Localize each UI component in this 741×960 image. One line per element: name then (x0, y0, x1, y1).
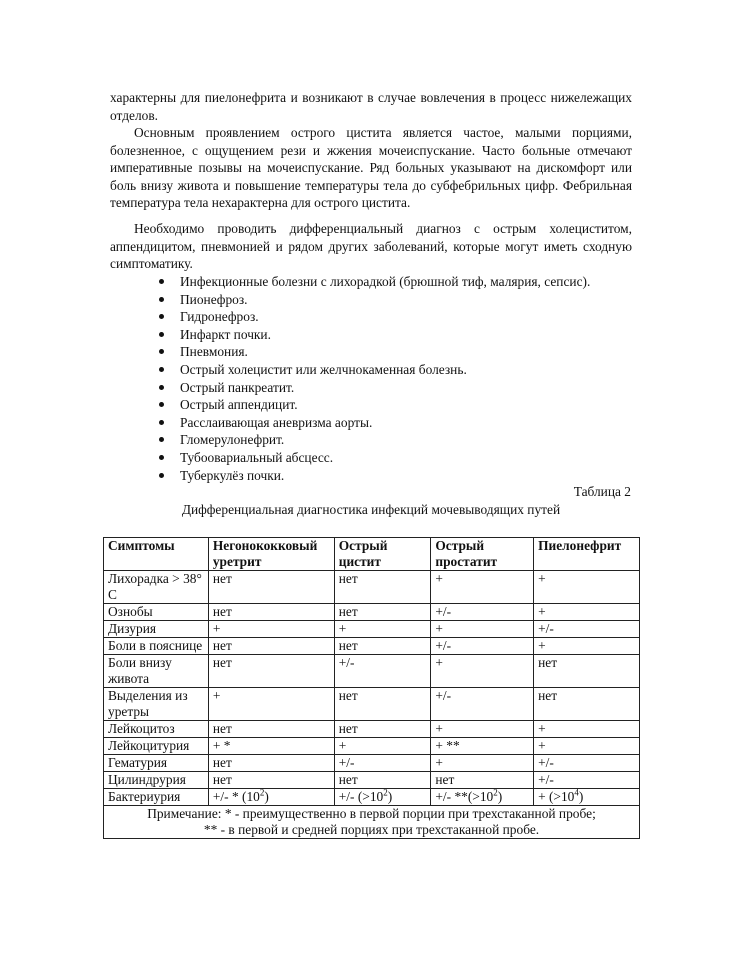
list-item: Острый аппендицит. (158, 396, 590, 414)
table-cell: +/- (431, 638, 534, 655)
list-item: Гломерулонефрит. (158, 431, 590, 449)
table-cell: + (534, 738, 640, 755)
table-cell: + (334, 738, 431, 755)
table-cell: нет (334, 604, 431, 621)
table-cell: + (334, 621, 431, 638)
table-cell: нет (208, 772, 334, 789)
table-cell: + * (208, 738, 334, 755)
bullet-icon (159, 332, 164, 337)
bullet-icon (159, 437, 164, 442)
symptom-cell: Дизурия (104, 621, 209, 638)
list-item: Расслаивающая аневризма аорты. (158, 414, 590, 432)
bullet-icon (159, 473, 164, 478)
table-row (104, 571, 640, 604)
paragraph-text: Необходимо проводить дифференциальный диагноз с острым холециститом, аппендицитом, пневмонией и рядом других заболеваний, которые могут иметь сходную симптоматику. (110, 221, 632, 272)
table-row (104, 772, 640, 789)
bullet-icon (159, 314, 164, 319)
table-row (104, 738, 640, 755)
table-cell: + (534, 571, 640, 604)
table-cell: +/- (334, 755, 431, 772)
table-header-row (104, 538, 640, 571)
bullet-icon (159, 420, 164, 425)
differential-diagnosis-table (103, 537, 640, 839)
paragraph-differential (110, 220, 632, 273)
table-cell: нет (534, 655, 640, 688)
column-header: Пиелонефрит (534, 538, 640, 571)
column-header: Острый простатит (431, 538, 534, 571)
paragraph-text: Основным проявлением острого цистита является частое, малыми порциями, болезненное, с ощущением рези и жжения мочеиспускание. Часто больные отмечают императивные позывы на мочеиспускание. Ряд больных указывают на дискомфорт или боль внизу живота и повышение температуры тела до субфебрильных цифр. Фебрильная температура тела нехарактерна для острого цистита. (110, 125, 632, 211)
table-cell: нет (208, 755, 334, 772)
table-cell: +/- (431, 604, 534, 621)
table-cell: + (431, 655, 534, 688)
table-row (104, 688, 640, 721)
bullet-icon (159, 402, 164, 407)
table-cell: + (431, 571, 534, 604)
list-item: Острый холецистит или желчнокаменная болезнь. (158, 361, 590, 379)
bullet-icon (159, 279, 164, 284)
paragraph-intro (110, 89, 632, 124)
table-cell: + (431, 721, 534, 738)
symptom-cell: Гематурия (104, 755, 209, 772)
symptom-cell: Выделения из уретры (104, 688, 209, 721)
table-row (104, 789, 640, 806)
table-cell: +/- $**(>10^2)$ (431, 789, 534, 806)
note-line-2: ** - в первой и средней порциях при трехстаканной пробе. (203, 822, 540, 837)
table-cell: +/- * $(10^2)$ (208, 789, 334, 806)
table-cell: нет (208, 655, 334, 688)
list-item: Гидронефроз. (158, 308, 590, 326)
table-cell: + (534, 638, 640, 655)
table-cell: нет (334, 571, 431, 604)
table-cell: +/- (431, 688, 534, 721)
table-cell: + (534, 604, 640, 621)
table-cell: нет (208, 638, 334, 655)
table-row (104, 638, 640, 655)
table-row (104, 655, 640, 688)
bullet-icon (159, 455, 164, 460)
table-cell: + $(>10^4)$ (534, 789, 640, 806)
table-cell: +/- (534, 621, 640, 638)
table-note (104, 806, 640, 839)
table-cell: нет (334, 638, 431, 655)
symptom-cell: Цилиндрурия (104, 772, 209, 789)
paragraph-cystitis (110, 124, 632, 212)
table-cell: +/- (334, 655, 431, 688)
table-row (104, 604, 640, 621)
list-item: Туберкулёз почки. (158, 467, 590, 485)
table-cell: + (208, 621, 334, 638)
list-item: Инфекционные болезни с лихорадкой (брюшной тиф, малярия, сепсис). (158, 273, 590, 291)
table-cell: + (431, 755, 534, 772)
symptom-cell: Бактериурия (104, 789, 209, 806)
table-cell: +/- (534, 755, 640, 772)
symptom-cell: Лейкоцитоз (104, 721, 209, 738)
bullet-icon (159, 297, 164, 302)
table-cell: + ** (431, 738, 534, 755)
table-cell: + (208, 688, 334, 721)
table-row (104, 621, 640, 638)
list-item: Острый панкреатит. (158, 379, 590, 397)
table-number-label: Таблица 2 (573, 484, 631, 499)
column-header: Симптомы (104, 538, 209, 571)
table-cell: +/- (534, 772, 640, 789)
symptom-cell: Боли внизу живота (104, 655, 209, 688)
table-row (104, 755, 640, 772)
bullet-icon (159, 367, 164, 372)
symptom-cell: Ознобы (104, 604, 209, 621)
table-cell: + (431, 621, 534, 638)
bullet-icon (159, 385, 164, 390)
list-item: Инфаркт почки. (158, 326, 590, 344)
table-cell: нет (208, 571, 334, 604)
list-item: Тубоовариальный абсцесс. (158, 449, 590, 467)
paragraph-text: характерны для пиелонефрита и возникают в случае вовлечения в процесс нижележащих отделов. (110, 90, 632, 123)
table-cell: нет (431, 772, 534, 789)
symptom-cell: Лихорадка > 38° С (104, 571, 209, 604)
table-title: Дифференциальная диагностика инфекций мочевыводящих путей (181, 502, 561, 517)
table-row (104, 721, 640, 738)
list-item: Пневмония. (158, 343, 590, 361)
table-note-row (104, 806, 640, 839)
bullet-icon (159, 349, 164, 354)
note-line-1: Примечание: * - преимущественно в первой порции при трехстаканной пробе; (147, 806, 596, 821)
symptom-cell: Лейкоцитурия (104, 738, 209, 755)
differential-list (158, 273, 590, 484)
table-cell: нет (334, 721, 431, 738)
symptom-cell: Боли в пояснице (104, 638, 209, 655)
table-cell: нет (208, 604, 334, 621)
list-item: Пионефроз. (158, 291, 590, 309)
table-cell: + (534, 721, 640, 738)
column-header: Острый цистит (334, 538, 431, 571)
table-cell: нет (208, 721, 334, 738)
table-cell: нет (334, 688, 431, 721)
table-cell: нет (334, 772, 431, 789)
table-cell: нет (534, 688, 640, 721)
table-cell: +/- $(>10^2)$ (334, 789, 431, 806)
column-header: Негонококковый уретрит (208, 538, 334, 571)
